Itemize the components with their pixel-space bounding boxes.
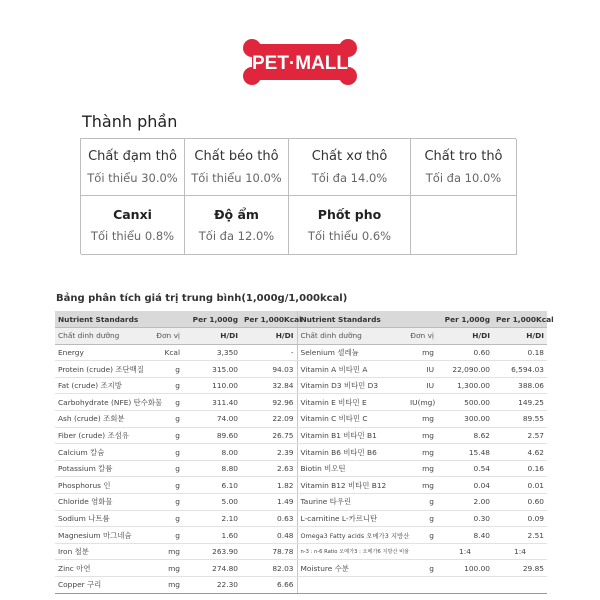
table-cell: 263.90 bbox=[183, 543, 241, 560]
table-header-cell: Chất dinh dưỡng bbox=[297, 328, 407, 345]
table-cell: IU bbox=[407, 361, 437, 378]
table-cell: 110.00 bbox=[183, 377, 241, 394]
table-cell: 2.57 bbox=[493, 427, 547, 444]
composition-name: Chất béo thô bbox=[194, 149, 279, 164]
table-cell: g bbox=[151, 510, 183, 527]
table-cell: mg bbox=[407, 477, 437, 494]
table-row bbox=[55, 477, 547, 494]
table-row bbox=[55, 510, 547, 527]
composition-cell bbox=[81, 196, 185, 255]
table-cell: Copper 구리 bbox=[55, 577, 151, 594]
table-cell: 0.18 bbox=[493, 344, 547, 361]
table-cell: Carbohydrate (NFE) 탄수화물 bbox=[55, 394, 151, 411]
composition-value: Tối đa 14.0% bbox=[311, 171, 388, 185]
composition-value: Tối đa 12.0% bbox=[198, 229, 275, 243]
table-cell: IU bbox=[407, 377, 437, 394]
table-cell: 4.62 bbox=[493, 444, 547, 461]
analysis-table bbox=[55, 311, 554, 594]
table-row bbox=[55, 460, 547, 477]
table-cell: Biotin 비오틴 bbox=[297, 460, 407, 477]
table-cell: Iron 철분 bbox=[55, 543, 151, 560]
table-cell: 1.60 bbox=[183, 527, 241, 544]
table-cell: 1.49 bbox=[241, 494, 297, 511]
table-cell: mg bbox=[407, 344, 437, 361]
table-cell: Moisture 수분 bbox=[297, 560, 407, 577]
table-header-cell: Chất dinh dưỡng bbox=[55, 328, 151, 345]
table-cell: 2.00 bbox=[437, 494, 493, 511]
table-header-cell: H/DI bbox=[241, 328, 297, 345]
table-cell: g bbox=[151, 527, 183, 544]
table-cell: 0.30 bbox=[437, 510, 493, 527]
table-cell: mg bbox=[151, 577, 183, 594]
composition-value: Tối thiểu 0.6% bbox=[307, 229, 392, 243]
bone-logo-icon bbox=[240, 36, 360, 88]
table-header-cell: Đơn vị bbox=[151, 328, 183, 345]
table-cell: 94.03 bbox=[241, 361, 297, 378]
table-cell: 1:4 bbox=[493, 543, 547, 560]
table-cell: 1.82 bbox=[241, 477, 297, 494]
table-cell: IU(mg) bbox=[407, 394, 437, 411]
table-cell: 0.48 bbox=[241, 527, 297, 544]
table-cell: Taurine 타우린 bbox=[297, 494, 407, 511]
table-cell: g bbox=[151, 394, 183, 411]
composition-name: Phốt pho bbox=[317, 207, 382, 222]
table-row bbox=[55, 394, 547, 411]
table-cell: 0.60 bbox=[493, 494, 547, 511]
table-cell bbox=[437, 577, 493, 594]
table-cell: n-3 : n-6 Ratio 오메가3 : 오메가6 지방산 비율 bbox=[297, 543, 407, 560]
table-cell: 8.80 bbox=[183, 460, 241, 477]
composition-name: Canxi bbox=[113, 207, 152, 222]
table-cell: 388.06 bbox=[493, 377, 547, 394]
table-cell: 8.40 bbox=[437, 527, 493, 544]
table-cell bbox=[493, 577, 547, 594]
composition-name: Chất xơ thô bbox=[311, 149, 388, 164]
table-cell: 149.25 bbox=[493, 394, 547, 411]
composition-cell bbox=[411, 196, 517, 255]
composition-cell bbox=[185, 196, 289, 255]
table-row bbox=[55, 444, 547, 461]
table-header-cell bbox=[407, 311, 437, 328]
table-cell: Energy bbox=[55, 344, 151, 361]
table-cell: Selenium 셀레늄 bbox=[297, 344, 407, 361]
table-cell: g bbox=[407, 510, 437, 527]
table-row bbox=[55, 543, 547, 560]
table-cell: g bbox=[151, 444, 183, 461]
table-cell: 1,300.00 bbox=[437, 377, 493, 394]
composition-value: Tối thiểu 0.8% bbox=[90, 229, 175, 243]
table-cell: mg bbox=[407, 460, 437, 477]
table-cell: g bbox=[151, 494, 183, 511]
table-cell: g bbox=[151, 411, 183, 428]
table-cell: 32.84 bbox=[241, 377, 297, 394]
composition-name: Độ ẩm bbox=[214, 207, 259, 222]
table-row bbox=[55, 411, 547, 428]
table-cell: mg bbox=[151, 543, 183, 560]
table-cell: 82.03 bbox=[241, 560, 297, 577]
table-cell: 6.66 bbox=[241, 577, 297, 594]
table-cell: Vitamin A 비타민 A bbox=[297, 361, 407, 378]
table-header-row bbox=[55, 311, 547, 328]
table-row bbox=[55, 560, 547, 577]
table-cell: 100.00 bbox=[437, 560, 493, 577]
table-cell: 3,350 bbox=[183, 344, 241, 361]
table-header-cell: Per 1,000Kcal bbox=[493, 311, 547, 328]
table-cell bbox=[407, 543, 437, 560]
table-cell: Ash (crude) 조회분 bbox=[55, 411, 151, 428]
composition-title: Thành phần bbox=[82, 112, 178, 131]
table-cell: 0.04 bbox=[437, 477, 493, 494]
table-row bbox=[55, 427, 547, 444]
table-cell: 0.16 bbox=[493, 460, 547, 477]
table-cell: 89.60 bbox=[183, 427, 241, 444]
composition-grid bbox=[80, 138, 516, 254]
table-cell: mg bbox=[407, 444, 437, 461]
table-cell: Chloride 염화물 bbox=[55, 494, 151, 511]
table-cell: Vitamin B1 비타민 B1 bbox=[297, 427, 407, 444]
table-row bbox=[55, 527, 547, 544]
table-cell: 22.09 bbox=[241, 411, 297, 428]
table-cell: g bbox=[151, 427, 183, 444]
composition-name: Chất tro thô bbox=[424, 149, 503, 164]
table-header-cell: Đơn vị bbox=[407, 328, 437, 345]
table-header-cell: H/DI bbox=[437, 328, 493, 345]
table-cell: Omega3 Fatty acids 오메가3 지방산 bbox=[297, 527, 407, 544]
table-cell: Magnesium 마그네슘 bbox=[55, 527, 151, 544]
table-cell: 0.60 bbox=[437, 344, 493, 361]
table-cell: 22,090.00 bbox=[437, 361, 493, 378]
table-row bbox=[55, 361, 547, 378]
table-cell: 22.30 bbox=[183, 577, 241, 594]
table-row bbox=[55, 577, 547, 594]
table-cell: Calcium 칼슘 bbox=[55, 444, 151, 461]
table-cell: 78.78 bbox=[241, 543, 297, 560]
composition-cell bbox=[289, 139, 411, 196]
table-cell: Sodium 나트륨 bbox=[55, 510, 151, 527]
composition-cell bbox=[185, 139, 289, 196]
table-row bbox=[55, 344, 547, 361]
table-header-cell: Per 1,000g bbox=[183, 311, 241, 328]
table-header-cell: Nutrient Standards bbox=[297, 311, 407, 328]
table-cell: 500.00 bbox=[437, 394, 493, 411]
table-cell: 15.48 bbox=[437, 444, 493, 461]
table-cell: 0.63 bbox=[241, 510, 297, 527]
table-cell: Potassium 칼륨 bbox=[55, 460, 151, 477]
table-cell: mg bbox=[407, 427, 437, 444]
composition-cell bbox=[289, 196, 411, 255]
composition-cell bbox=[81, 139, 185, 196]
table-cell: Vitamin B6 비타민 B6 bbox=[297, 444, 407, 461]
table-cell: 311.40 bbox=[183, 394, 241, 411]
composition-cell bbox=[411, 139, 517, 196]
table-cell: 8.62 bbox=[437, 427, 493, 444]
table-cell: L-carnitine L-카르니탄 bbox=[297, 510, 407, 527]
table-cell: 2.51 bbox=[493, 527, 547, 544]
table-cell: g bbox=[151, 477, 183, 494]
table-cell: Protein (crude) 조단백질 bbox=[55, 361, 151, 378]
table-header-cell: H/DI bbox=[183, 328, 241, 345]
table-cell: 2.39 bbox=[241, 444, 297, 461]
table-cell: 315.00 bbox=[183, 361, 241, 378]
table-cell: g bbox=[151, 377, 183, 394]
table-cell: 6,594.03 bbox=[493, 361, 547, 378]
table-cell: Fat (crude) 조지방 bbox=[55, 377, 151, 394]
table-cell: 89.55 bbox=[493, 411, 547, 428]
table-cell: Vitamin D3 비타민 D3 bbox=[297, 377, 407, 394]
table-cell: 300.00 bbox=[437, 411, 493, 428]
table-cell: 0.54 bbox=[437, 460, 493, 477]
table-cell: 0.09 bbox=[493, 510, 547, 527]
table-cell: g bbox=[407, 527, 437, 544]
table-cell: - bbox=[241, 344, 297, 361]
table-cell: mg bbox=[151, 560, 183, 577]
table-cell: 2.10 bbox=[183, 510, 241, 527]
analysis-title: Bảng phân tích giá trị trung bình(1,000g/1,000kcal) bbox=[56, 293, 348, 304]
table-cell: Kcal bbox=[151, 344, 183, 361]
table-cell: Zinc 아연 bbox=[55, 560, 151, 577]
table-cell: 6.10 bbox=[183, 477, 241, 494]
table-header-cell: H/DI bbox=[493, 328, 547, 345]
table-cell: 274.80 bbox=[183, 560, 241, 577]
table-cell: mg bbox=[407, 411, 437, 428]
table-cell: g bbox=[407, 494, 437, 511]
table-header-cell: Per 1,000g bbox=[437, 311, 493, 328]
composition-value: Tối thiểu 10.0% bbox=[191, 171, 282, 185]
table-header-row bbox=[55, 328, 547, 345]
table-row bbox=[55, 377, 547, 394]
table-cell: g bbox=[151, 361, 183, 378]
table-cell: Vitamin B12 비타민 B12 bbox=[297, 477, 407, 494]
table-cell: g bbox=[151, 460, 183, 477]
composition-name: Chất đạm thô bbox=[88, 149, 177, 164]
table-cell: 2.63 bbox=[241, 460, 297, 477]
table-cell: g bbox=[407, 560, 437, 577]
table-cell: 0.01 bbox=[493, 477, 547, 494]
table-cell: Vitamin C 비타민 C bbox=[297, 411, 407, 428]
table-cell: 74.00 bbox=[183, 411, 241, 428]
composition-value: Tối thiểu 30.0% bbox=[87, 171, 178, 185]
table-cell: Vitamin E 비타민 E bbox=[297, 394, 407, 411]
composition-value: Tối đa 10.0% bbox=[425, 171, 502, 185]
table-cell: 92.96 bbox=[241, 394, 297, 411]
table-header-cell: Nutrient Standards bbox=[55, 311, 151, 328]
table-cell: 8.00 bbox=[183, 444, 241, 461]
table-row bbox=[55, 494, 547, 511]
table-cell: Phosphorus 인 bbox=[55, 477, 151, 494]
table-cell: 26.75 bbox=[241, 427, 297, 444]
table-cell: 29.85 bbox=[493, 560, 547, 577]
petmall-logo bbox=[240, 36, 360, 88]
table-cell bbox=[297, 577, 407, 594]
table-header-cell bbox=[151, 311, 183, 328]
table-cell: 5.00 bbox=[183, 494, 241, 511]
table-header-cell: Per 1,000Kcal bbox=[241, 311, 297, 328]
table-cell: Fiber (crude) 조섬유 bbox=[55, 427, 151, 444]
logo-text: PET·MALL bbox=[251, 53, 349, 74]
table-cell: 1:4 bbox=[437, 543, 493, 560]
table-cell bbox=[407, 577, 437, 594]
